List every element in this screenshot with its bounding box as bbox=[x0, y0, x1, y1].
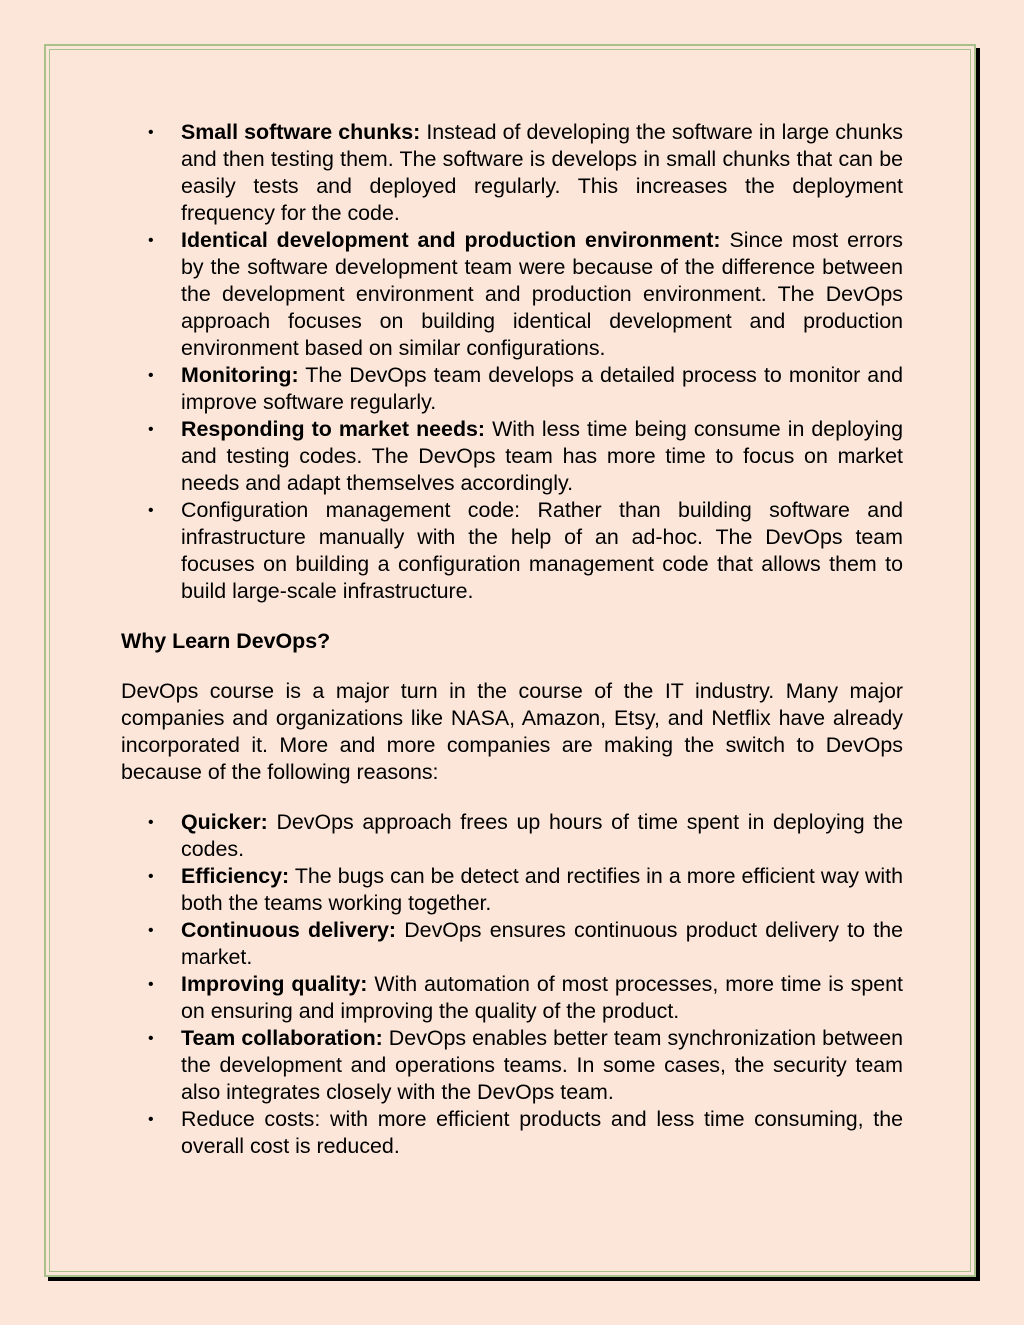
document-body bbox=[121, 119, 903, 1160]
item-text: DevOps ensures continuous product delivery to the market. bbox=[181, 918, 903, 969]
list-item bbox=[121, 863, 903, 917]
item-text: The DevOps team develops a detailed process to monitor and improve software regularly. bbox=[181, 363, 903, 414]
list-item bbox=[121, 119, 903, 227]
bullet-icon: • bbox=[148, 367, 154, 384]
item-lead: Monitoring: bbox=[181, 363, 299, 387]
item-text: Reduce costs: with more efficient products and less time consuming, the overall cost is reduced. bbox=[181, 1107, 903, 1158]
item-lead: Quicker: bbox=[181, 810, 268, 834]
item-text: DevOps approach frees up hours of time spent in deploying the codes. bbox=[181, 810, 903, 861]
item-lead: Responding to market needs: bbox=[181, 417, 486, 441]
item-text: Instead of developing the software in large chunks and then testing them. The software is develops in small chunks that can be easily tests and deployed regularly. This increases the deployment frequency for the code. bbox=[181, 120, 904, 225]
bullet-icon: • bbox=[148, 922, 154, 939]
item-lead: Team collaboration: bbox=[181, 1026, 383, 1050]
bullet-icon: • bbox=[148, 814, 154, 831]
item-lead: Continuous delivery: bbox=[181, 918, 397, 942]
section-heading: Why Learn DevOps? bbox=[121, 629, 331, 653]
list-item bbox=[121, 1025, 903, 1106]
bullet-icon: • bbox=[148, 1030, 154, 1047]
list-item bbox=[121, 971, 903, 1025]
list-item bbox=[121, 497, 903, 605]
bullet-icon: • bbox=[148, 421, 154, 438]
list-item bbox=[121, 416, 903, 497]
bullet-icon: • bbox=[148, 502, 154, 519]
reasons-list bbox=[121, 809, 903, 1160]
benefits-list bbox=[121, 119, 903, 605]
item-lead: Small software chunks: bbox=[181, 120, 421, 144]
bullet-icon: • bbox=[148, 124, 154, 141]
list-item bbox=[121, 809, 903, 863]
item-text: With less time being consume in deploying and testing codes. The DevOps team has more time to focus on market needs and adapt themselves accordingly. bbox=[181, 417, 903, 495]
item-lead: Identical development and production environment: bbox=[181, 228, 721, 252]
item-text: With automation of most processes, more time is spent on ensuring and improving the quality of the product. bbox=[181, 972, 903, 1023]
list-item bbox=[121, 1106, 903, 1160]
item-text: DevOps enables better team synchronization between the development and operations teams. In some cases, the security team also integrates closely with the DevOps team. bbox=[181, 1026, 903, 1104]
bullet-icon: • bbox=[148, 868, 154, 885]
item-text: Since most errors by the software development team were because of the difference between the development environment and production environment. The DevOps approach focuses on building identical development and production environment based on similar configurations. bbox=[181, 228, 903, 360]
item-lead: Improving quality: bbox=[181, 972, 368, 996]
item-lead: Efficiency: bbox=[181, 864, 290, 888]
bullet-icon: • bbox=[148, 232, 154, 249]
item-text: The bugs can be detect and rectifies in a more efficient way with both the teams working together. bbox=[181, 864, 903, 915]
list-item bbox=[121, 917, 903, 971]
list-item bbox=[121, 362, 903, 416]
list-item bbox=[121, 227, 903, 362]
item-text: Configuration management code: Rather than building software and infrastructure manually with the help of an ad-hoc. The DevOps team focuses on building a configuration management code that allows them to build large-scale infrastructure. bbox=[181, 498, 903, 603]
bullet-icon: • bbox=[148, 976, 154, 993]
bullet-icon: • bbox=[148, 1111, 154, 1128]
intro-paragraph: DevOps course is a major turn in the course of the IT industry. Many major companies and organizations like NASA, Amazon, Etsy, and Netflix have already incorporated it. More and more companies are making the switch to DevOps because of the following reasons: bbox=[121, 679, 903, 784]
